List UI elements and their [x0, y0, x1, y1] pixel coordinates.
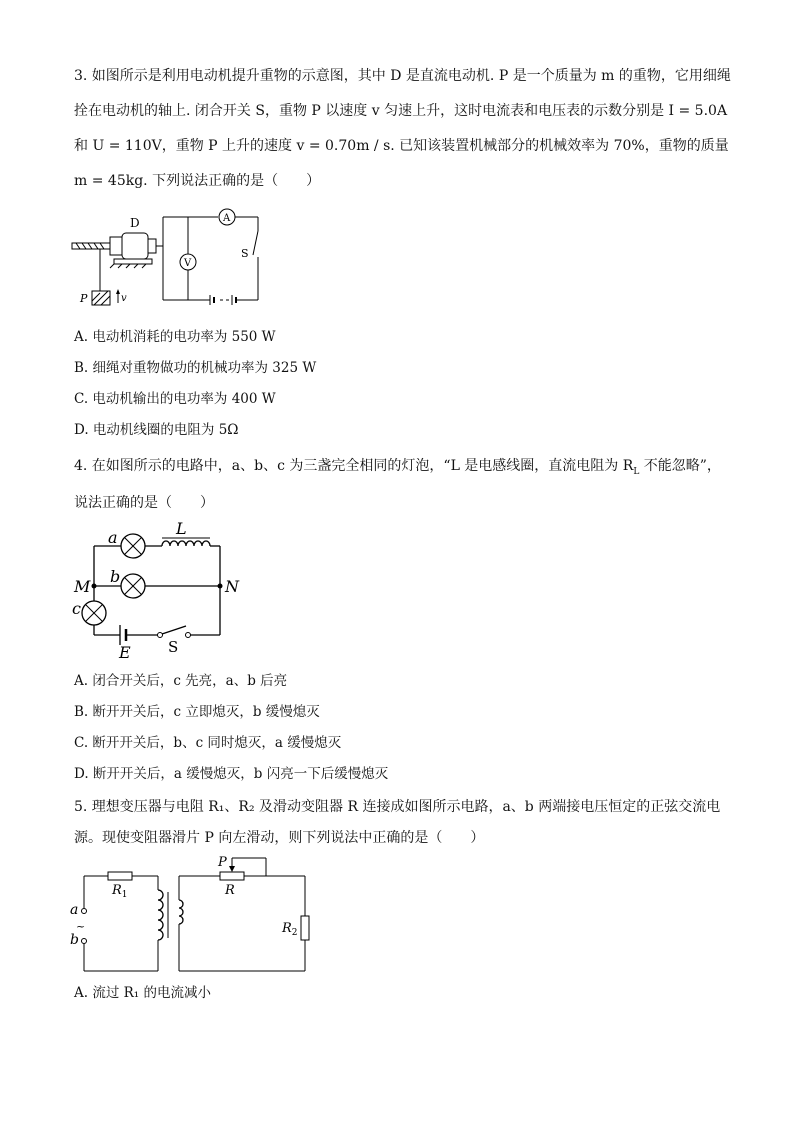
weight-label: P: [80, 292, 88, 305]
inductor-coil: [162, 541, 210, 546]
q3-option-d[interactable]: D. 电动机线圈的电阻为 5Ω: [74, 422, 239, 438]
svg-text:R1: $R_1$: [112, 883, 128, 900]
q3-option-c[interactable]: C. 电动机输出的电功率为 400 W: [74, 391, 276, 407]
q5-transformer-circuit-figure: [68, 852, 318, 977]
svg-text:b: b: [70, 932, 79, 948]
svg-text:R2: $R_2$: [282, 921, 298, 938]
q3-stem-line3: 和 U = 110V，重物 P 上升的速度 v = 0.70m / s. 已知该装置机械部分的机械效率为 70%，重物的质量: [74, 138, 729, 154]
svg-text:N: N: [225, 577, 239, 596]
svg-text:a: a: [108, 528, 118, 547]
secondary-coil: [179, 900, 183, 924]
svg-text:L: L: [176, 519, 187, 538]
svg-text:~: ~: [76, 920, 86, 933]
svg-text:E: E: [119, 643, 131, 662]
resistor-r1: [108, 872, 132, 880]
slider-p-arrow: [229, 866, 235, 872]
motor-base: [114, 259, 152, 264]
q3-stem-line1: 3. 如图所示是利用电动机提升重物的示意图，其中 D 是直流电动机. P 是一个质量为 m 的重物，它用细绳: [74, 68, 731, 84]
svg-text:V: V: [184, 258, 192, 269]
svg-text:P: P: [218, 855, 227, 870]
svg-text:v: v: [121, 293, 127, 304]
q4-option-d[interactable]: D. 断开开关后，a 缓慢熄灭，b 闪亮一下后缓慢熄灭: [74, 766, 389, 782]
q4-option-b[interactable]: B. 断开开关后，c 立即熄灭，b 缓慢熄灭: [74, 704, 320, 720]
node-n: [218, 584, 223, 589]
q3-stem-line4: m = 45kg. 下列说法正确的是（ ）: [74, 173, 321, 189]
q5-option-a[interactable]: A. 流过 R₁ 的电流减小: [74, 985, 211, 1001]
svg-text:c: c: [72, 599, 81, 618]
svg-text:a: a: [70, 902, 79, 918]
svg-text:S: S: [168, 638, 179, 656]
svg-text:b: b: [110, 567, 121, 586]
rheostat-r: [220, 872, 244, 880]
q4-stem-line2: 说法正确的是（ ）: [74, 495, 214, 511]
terminal-a: [82, 909, 87, 914]
q4-stem-line1: 4. 在如图所示的电路中，a、b、c 为三盏完全相同的灯泡，“L 是电感线圈，直流电阻为 $R_L$ 不能忽略”，: [74, 458, 721, 477]
q3-stem-line2: 拴在电动机的轴上. 闭合开关 S，重物 P 以速度 v 匀速上升，这时电流表和电压表的示数分别是 I = 5.0A: [74, 103, 728, 119]
svg-text:R: R: [225, 883, 235, 898]
q3-motor-circuit-figure: [70, 205, 270, 310]
motor-end: [110, 237, 122, 255]
switch-s: [162, 626, 186, 634]
resistor-r2: [301, 916, 309, 940]
svg-text:S: S: [241, 247, 249, 260]
node-m: [92, 584, 97, 589]
terminal-b: [82, 939, 87, 944]
q3-option-a[interactable]: A. 电动机消耗的电功率为 550 W: [74, 329, 276, 345]
motor-body: [122, 233, 148, 259]
q3-option-b[interactable]: B. 细绳对重物做功的机械功率为 325 W: [74, 360, 317, 376]
q4-lamp-circuit-figure: [70, 518, 250, 663]
q5-stem-line2: 源。现使变阻器滑片 P 向左滑动，则下列说法中正确的是（ ）: [74, 830, 485, 846]
motor-label: D: [130, 216, 140, 230]
q4-option-a[interactable]: A. 闭合开关后，c 先亮，a、b 后亮: [74, 673, 288, 689]
switch: [253, 231, 258, 255]
primary-coil: [158, 890, 163, 940]
q4-option-c[interactable]: C. 断开开关后，b、c 同时熄灭，a 缓慢熄灭: [74, 735, 342, 751]
svg-text:A: A: [223, 213, 231, 224]
q5-stem-line1: 5. 理想变压器与电阻 R₁、R₂ 及滑动变阻器 R 连接成如图所示电路，a、b 两端接电压恒定的正弦交流电: [74, 799, 721, 815]
svg-text:M: M: [74, 577, 91, 596]
